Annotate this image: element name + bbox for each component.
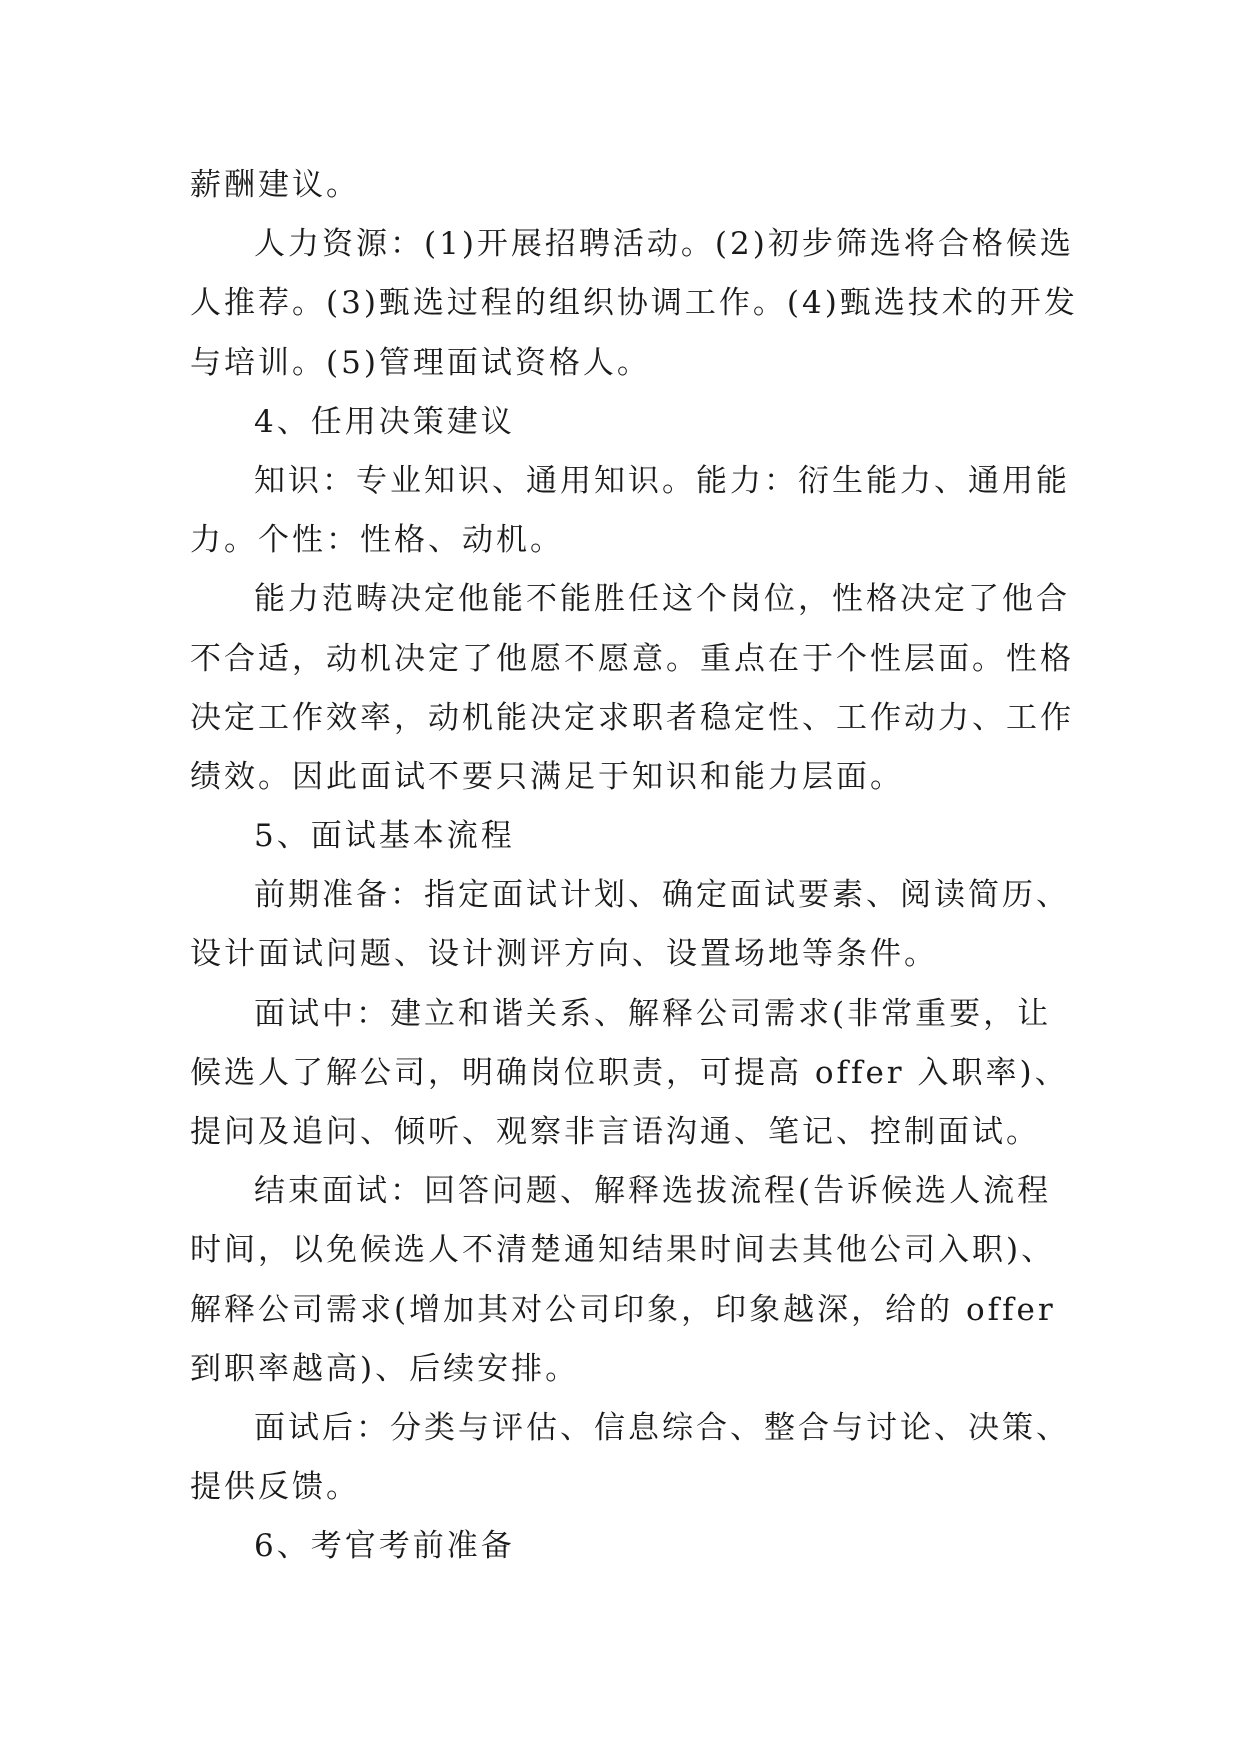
text-line: 到职率越高)、后续安排。	[190, 1350, 580, 1387]
section-heading: 6、考官考前准备	[254, 1528, 515, 1565]
text-line: 能力范畴决定他能不能胜任这个岗位，性格决定了他合	[254, 581, 1070, 618]
text-line: 候选人了解公司，明确岗位职责，可提高 offer 入职率)、	[190, 1054, 1069, 1091]
text-line: 人力资源：(1)开展招聘活动。(2)初步筛选将合格候选	[254, 226, 1074, 263]
text-line: 前期准备：指定面试计划、确定面试要素、阅读简历、	[254, 877, 1070, 914]
section-heading: 5、面试基本流程	[254, 818, 515, 855]
text-line: 决定工作效率，动机能决定求职者稳定性、工作动力、工作	[190, 699, 1074, 736]
document-page	[190, 156, 1078, 1577]
text-line: 知识：专业知识、通用知识。能力：衍生能力、通用能	[254, 462, 1070, 499]
text-line: 解释公司需求(增加其对公司印象，印象越深，给的 offer	[190, 1291, 1056, 1328]
text-line: 设计面试问题、设计测评方向、设置场地等条件。	[190, 936, 938, 973]
text-line: 薪酬建议。	[190, 167, 360, 203]
text-line: 与培训。(5)管理面试资格人。	[190, 344, 651, 381]
text-line: 结束面试：回答问题、解释选拔流程(告诉候选人流程	[254, 1173, 1052, 1210]
section-heading: 4、任用决策建议	[254, 403, 515, 440]
text-line: 人推荐。(3)甄选过程的组织协调工作。(4)甄选技术的开发	[190, 285, 1078, 322]
text-line: 面试中：建立和谐关系、解释公司需求(非常重要，让	[254, 995, 1052, 1032]
text-line: 不合适，动机决定了他愿不愿意。重点在于个性层面。性格	[190, 640, 1074, 677]
text-line: 提供反馈。	[190, 1469, 360, 1506]
text-line: 提问及追问、倾听、观察非言语沟通、笔记、控制面试。	[190, 1114, 1040, 1150]
text-line: 绩效。因此面试不要只满足于知识和能力层面。	[190, 758, 904, 795]
text-line: 时间，以免候选人不清楚通知结果时间去其他公司入职)、	[190, 1232, 1056, 1269]
text-line: 面试后：分类与评估、信息综合、整合与讨论、决策、	[254, 1409, 1070, 1446]
text-line: 力。个性：性格、动机。	[190, 522, 564, 559]
